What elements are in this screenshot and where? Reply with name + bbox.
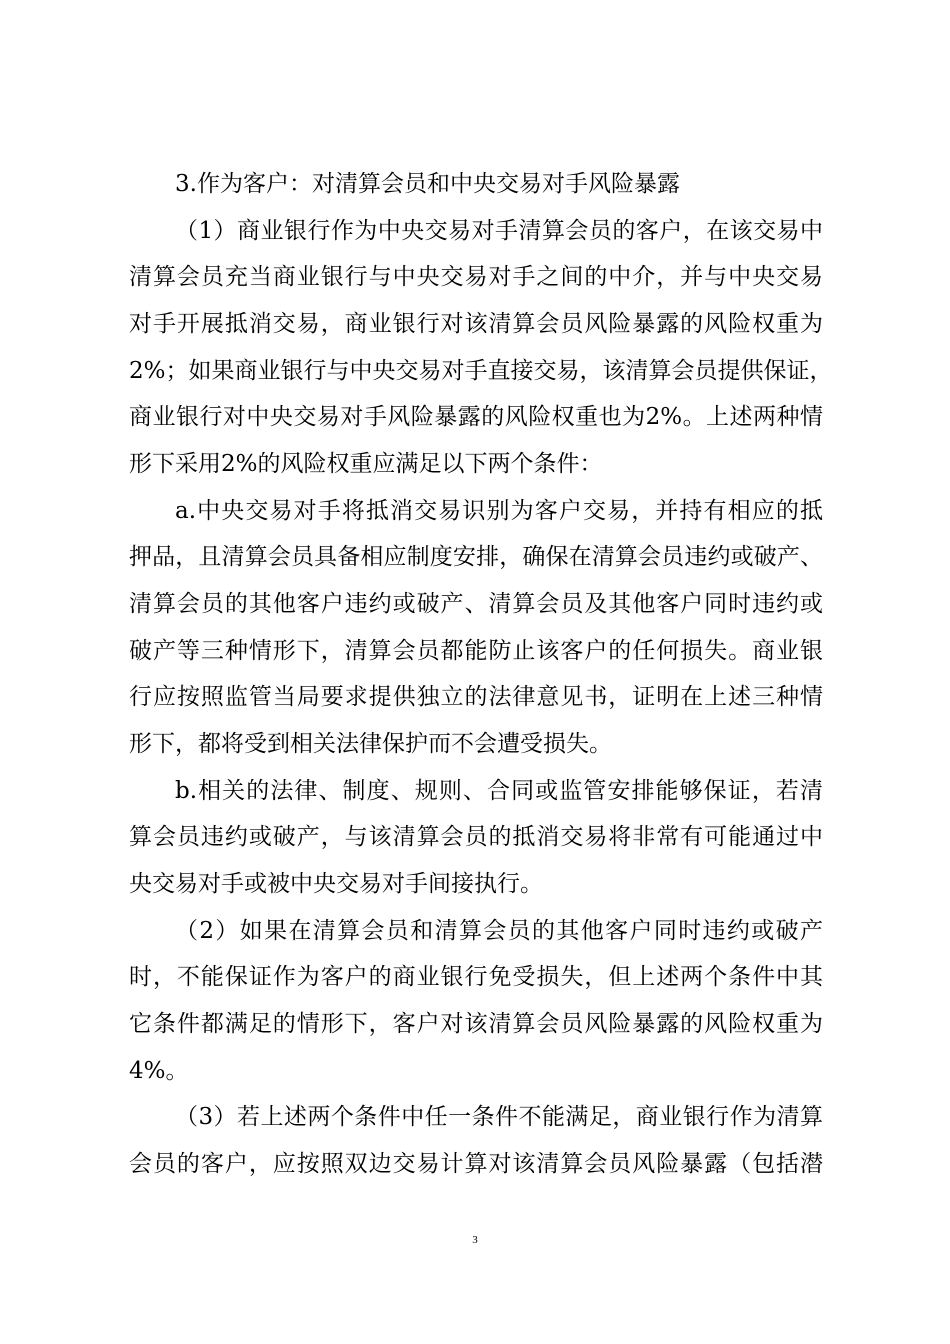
paragraph-b-line-2: 算会员违约或破产，与该清算会员的抵消交易将非常有可能通过中 (129, 824, 823, 850)
paragraph-1-line-5: 商业银行对中央交易对手风险暴露的风险权重也为2%。上述两种情 (129, 404, 823, 430)
paragraph-a-line-2: 押品，且清算会员具备相应制度安排，确保在清算会员违约或破产、 (129, 544, 823, 570)
paragraph-1-line-4: 2%；如果商业银行与中央交易对手直接交易，该清算会员提供保证， (129, 358, 833, 384)
paragraph-a-line-3: 清算会员的其他客户违约或破产、清算会员及其他客户同时违约或 (129, 591, 823, 617)
paragraph-2-line-3: 它条件都满足的情形下，客户对该清算会员风险暴露的风险权重为 (129, 1011, 823, 1037)
paragraph-a-line-4: 破产等三种情形下，清算会员都能防止该客户的任何损失。商业银 (129, 638, 823, 664)
paragraph-1-line-3: 对手开展抵消交易，商业银行对该清算会员风险暴露的风险权重为 (129, 311, 823, 337)
paragraph-b-line-3: 央交易对手或被中央交易对手间接执行。 (129, 871, 543, 897)
paragraph-1-line-2: 清算会员充当商业银行与中央交易对手之间的中介，并与中央交易 (129, 264, 823, 290)
paragraph-1-line-6: 形下采用2%的风险权重应满足以下两个条件： (129, 451, 603, 477)
paragraph-a-line-5: 行应按照监管当局要求提供独立的法律意见书，证明在上述三种情 (129, 684, 823, 710)
paragraph-2-line-2: 时，不能保证作为客户的商业银行免受损失，但上述两个条件中其 (129, 964, 823, 990)
paragraph-3-line-2: 会员的客户，应按照双边交易计算对该清算会员风险暴露（包括潜 (129, 1151, 823, 1177)
paragraph-a-line-6: 形下，都将受到相关法律保护而不会遭受损失。 (129, 731, 612, 757)
paragraph-3-line-1: （3）若上述两个条件中任一条件不能满足，商业银行作为清算 (175, 1104, 823, 1130)
paragraph-a-line-1: a.中央交易对手将抵消交易识别为客户交易，并持有相应的抵 (175, 498, 823, 524)
paragraph-2-line-1: （2）如果在清算会员和清算会员的其他客户同时违约或破产 (175, 918, 823, 944)
paragraph-1-line-1: （1）商业银行作为中央交易对手清算会员的客户，在该交易中 (175, 218, 823, 244)
section-heading: 3.作为客户：对清算会员和中央交易对手风险暴露 (175, 171, 680, 197)
paragraph-b-line-1: b.相关的法律、制度、规则、合同或监管安排能够保证，若清 (175, 778, 823, 804)
paragraph-2-line-4: 4%。 (129, 1058, 189, 1084)
page-number: 3 (472, 1234, 478, 1246)
